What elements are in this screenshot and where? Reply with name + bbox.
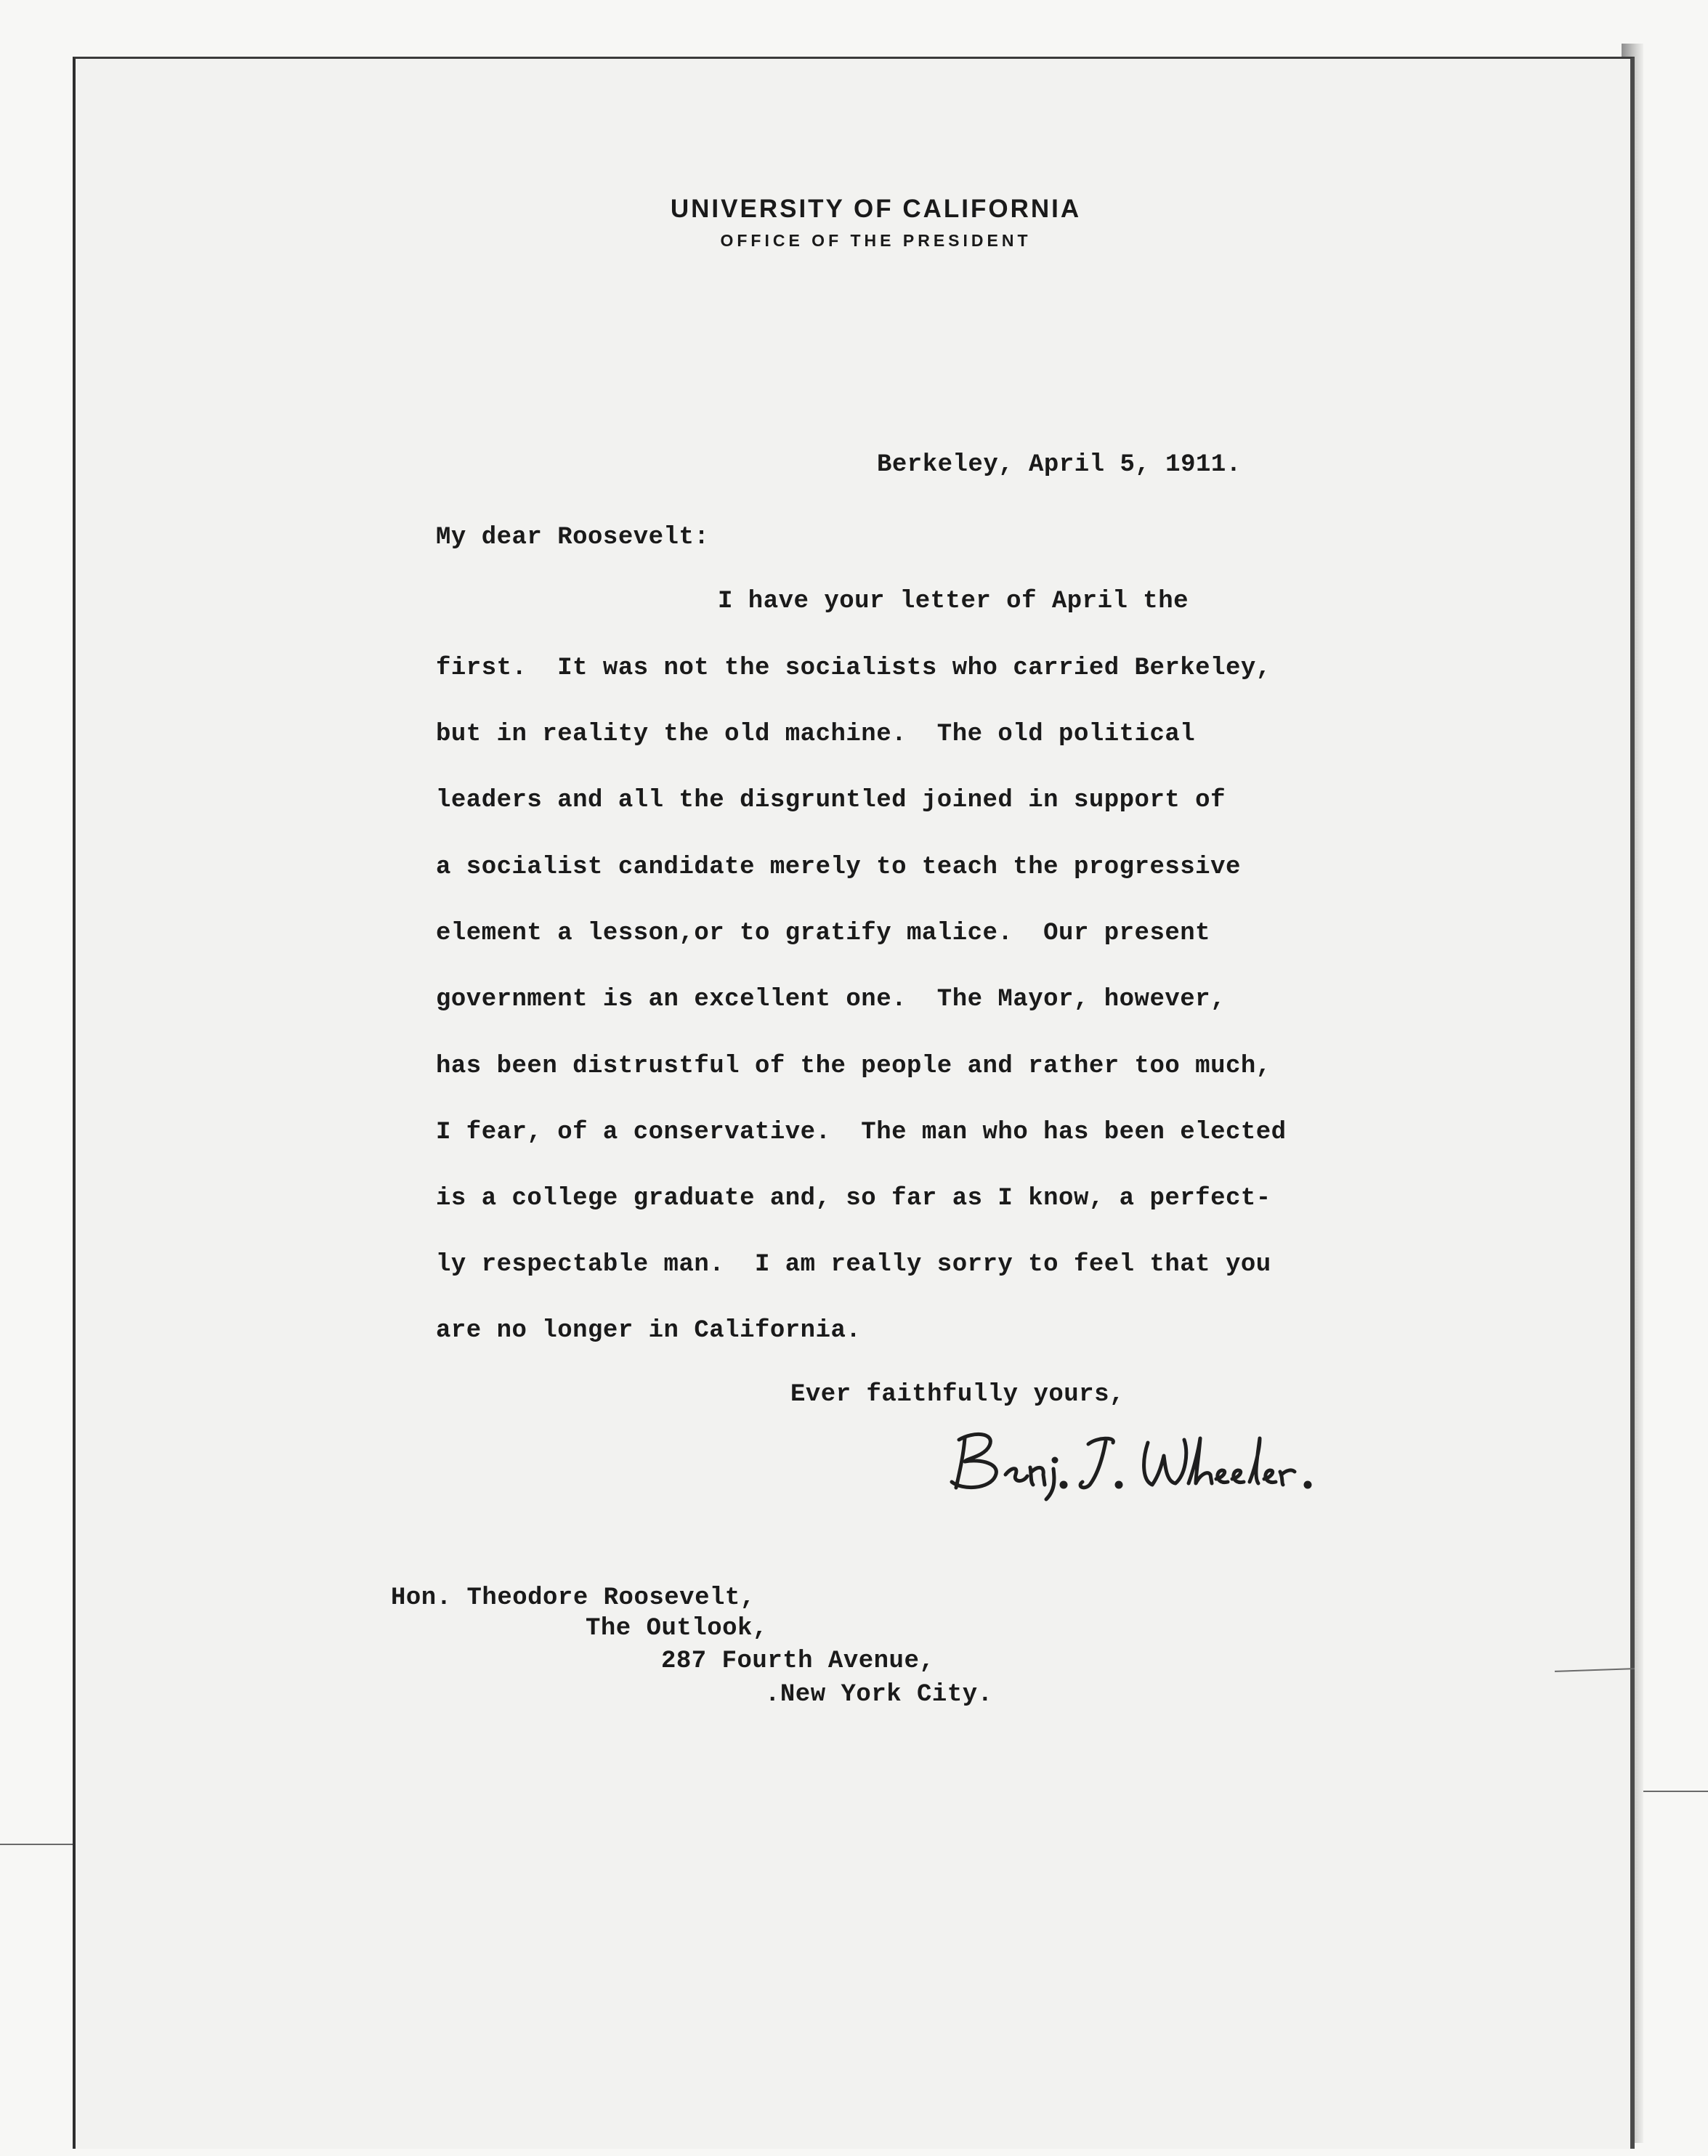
body-line: is a college graduate and, so far as I know, a perfect- [436,1185,1271,1212]
address-line-street: 287 Fourth Avenue, [661,1648,935,1675]
stray-mark-left [0,1844,73,1845]
closing: Ever faithfully yours, [790,1381,1125,1409]
salutation: My dear Roosevelt: [436,524,710,551]
body-line: I have your letter of April the [718,588,1189,615]
address-line-organization: The Outlook, [586,1615,768,1642]
handwritten-signature [944,1424,1322,1504]
body-line: first. It was not the socialists who carried Berkeley, [436,654,1271,682]
address-line-city: .New York City. [765,1681,993,1709]
body-line: element a lesson,or to gratify malice. Our present [436,920,1211,947]
body-line: leaders and all the disgruntled joined in support of [436,787,1226,814]
body-line: ly respectable man. I am really sorry to feel that you [436,1251,1271,1278]
address-line-name: Hon. Theodore Roosevelt, [391,1584,756,1612]
body-line: government is an excellent one. The Mayor, however, [436,986,1226,1013]
letterhead-institution: UNIVERSITY OF CALIFORNIA [670,195,1082,223]
body-line: has been distrustful of the people and rather too much, [436,1053,1271,1080]
letter-sheet [73,57,1635,2149]
body-line: a socialist candidate merely to teach the progressive [436,854,1241,881]
body-line: are no longer in California. [436,1317,862,1345]
body-line: I fear, of a conservative. The man who has been elected [436,1119,1287,1146]
letterhead-office: OFFICE OF THE PRESIDENT [720,231,1032,250]
stray-mark-right-lower [1643,1791,1708,1792]
letter-date: Berkeley, April 5, 1911. [877,451,1242,479]
body-line: but in reality the old machine. The old political [436,721,1196,748]
